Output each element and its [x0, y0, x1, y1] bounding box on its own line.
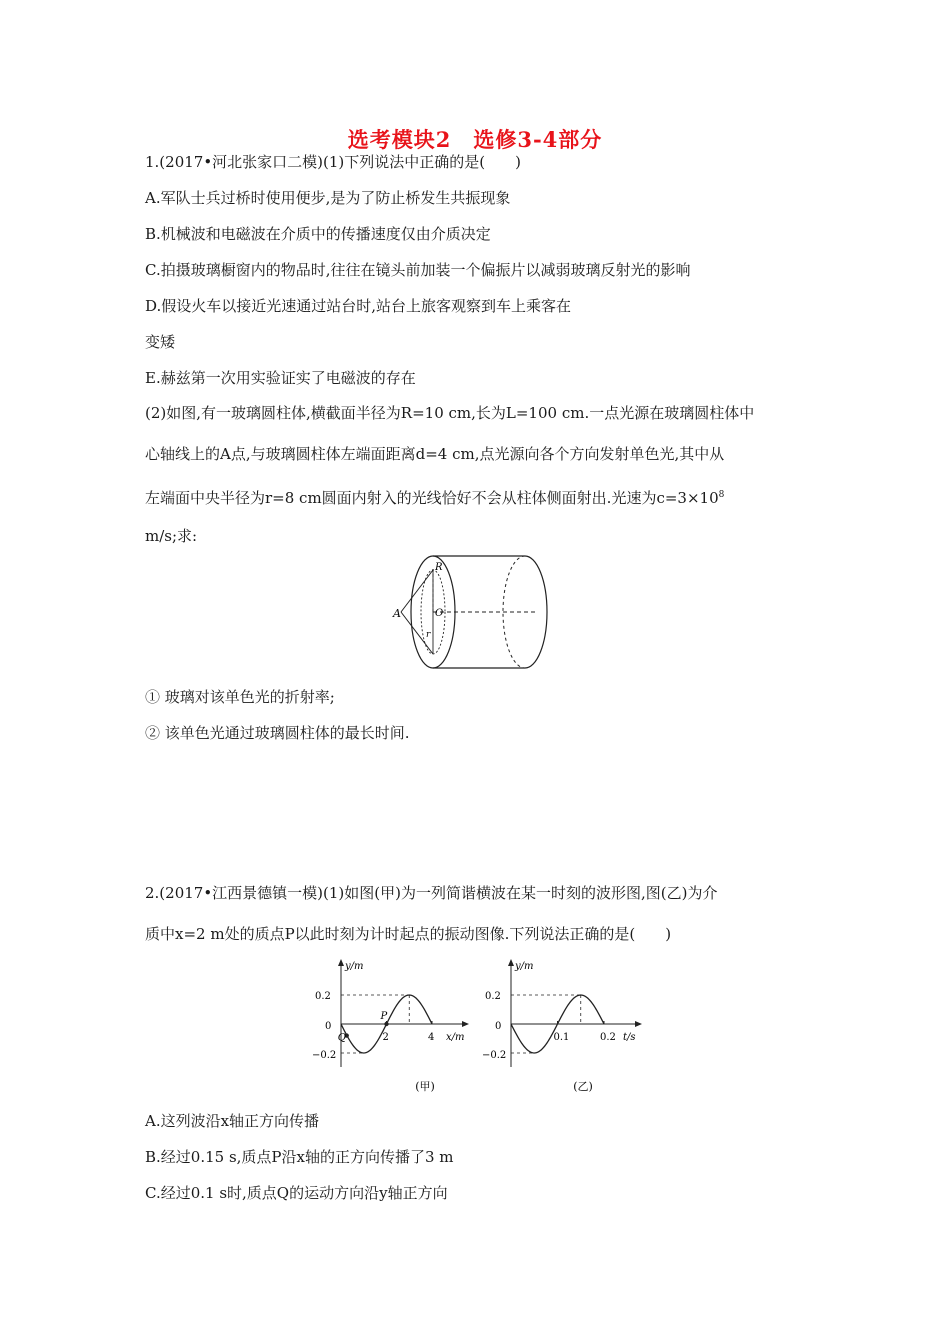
- vibration-graph-yi: [480, 955, 660, 1095]
- origin-label: 0: [325, 1021, 332, 1032]
- radius-small-label: r: [426, 630, 431, 640]
- point-label-p: P: [380, 1011, 388, 1022]
- q1-ask-2: ② 该单色光通过玻璃圆柱体的最长时间.: [145, 724, 410, 742]
- page-title: 选考模块2 选修3-4部分: [347, 127, 603, 152]
- q1-option-d: D.假设火车以接近光速通过站台时,站台上旅客观察到车上乘客在: [145, 297, 572, 315]
- q2-stem-line1: 2.(2017•江西景德镇一模)(1)如图(甲)为一列简谐横波在某一时刻的波形图,图(乙)为介: [145, 884, 718, 902]
- y-tick-label: 0.2: [315, 991, 331, 1002]
- point-label-q: Q: [337, 1032, 346, 1044]
- y-axis-arrow: [338, 959, 344, 966]
- x-tick-label: 0.1: [553, 1032, 570, 1043]
- q1-option-d-cont: 变矮: [145, 333, 176, 351]
- q1-part2-line1: (2)如图,有一玻璃圆柱体,横截面半径为R=10 cm,长为L=100 cm.一点光源在玻璃圆柱体中: [145, 404, 755, 422]
- wave-graph-jia: [295, 955, 475, 1095]
- y-tick-label: −0.2: [482, 1050, 507, 1061]
- glass-cylinder-figure: [385, 552, 565, 677]
- q1-part2-line3: [145, 485, 724, 508]
- y-tick-label: −0.2: [312, 1050, 337, 1061]
- q1-option-e: E.赫兹第一次用实验证实了电磁波的存在: [145, 369, 416, 387]
- x-axis-label: t/s: [623, 1032, 636, 1043]
- q1-part2-line4: m/s;求:: [145, 527, 198, 545]
- superscript-exponent: 8: [718, 490, 725, 500]
- q1-stem: 1.(2017•河北张家口二模)(1)下列说法中正确的是( ): [145, 153, 521, 171]
- x-axis-label: x/m: [446, 1032, 465, 1043]
- origin-label: 0: [495, 1021, 502, 1032]
- q1-part2-line3-text: 左端面中央半径为r=8 cm圆面内射入的光线恰好不会从柱体侧面射出.光速为c=3×10: [145, 489, 719, 507]
- cylinder-right-face: [525, 556, 547, 668]
- x-tick-label: 2: [382, 1032, 389, 1043]
- q1-option-a: A.军队士兵过桥时使用便步,是为了防止桥发生共振现象: [145, 189, 511, 207]
- q1-ask-1: ① 玻璃对该单色光的折射率;: [145, 688, 335, 706]
- q2-stem-line2: 质中x=2 m处的质点P以此时刻为计时起点的振动图像.下列说法正确的是( ): [145, 925, 672, 943]
- q1-option-c: C.拍摄玻璃橱窗内的物品时,往往在镜头前加装一个偏振片以减弱玻璃反射光的影响: [145, 261, 691, 279]
- y-tick-label: 0.2: [485, 991, 501, 1002]
- y-axis-arrow: [508, 959, 514, 966]
- figure-caption-jia: (甲): [415, 1080, 435, 1093]
- q1-part2-line2: 心轴线上的A点,与玻璃圆柱体左端面距离d=4 cm,点光源向各个方向发射单色光,其中从: [145, 445, 725, 463]
- x-tick-label: 0.2: [600, 1032, 616, 1043]
- x-tick-label: 4: [428, 1032, 435, 1043]
- x-axis-arrow: [635, 1021, 642, 1027]
- y-axis-label: y/m: [345, 961, 364, 972]
- radius-big-label: R: [435, 562, 443, 573]
- ray-upper: [401, 570, 433, 612]
- q2-option-c: C.经过0.1 s时,质点Q的运动方向沿y轴正方向: [145, 1184, 448, 1202]
- q1-option-b: B.机械波和电磁波在介质中的传播速度仅由介质决定: [145, 225, 491, 243]
- q2-option-b: B.经过0.15 s,质点P沿x轴的正方向传播了3 m: [145, 1148, 454, 1166]
- x-axis-arrow: [462, 1021, 469, 1027]
- figure-caption-yi: (乙): [573, 1080, 593, 1093]
- center-o-label: O: [435, 608, 444, 619]
- y-axis-label: y/m: [515, 961, 534, 972]
- point-a-label: A: [393, 607, 401, 620]
- point-p: [384, 1022, 388, 1026]
- q2-option-a: A.这列波沿x轴正方向传播: [145, 1112, 320, 1130]
